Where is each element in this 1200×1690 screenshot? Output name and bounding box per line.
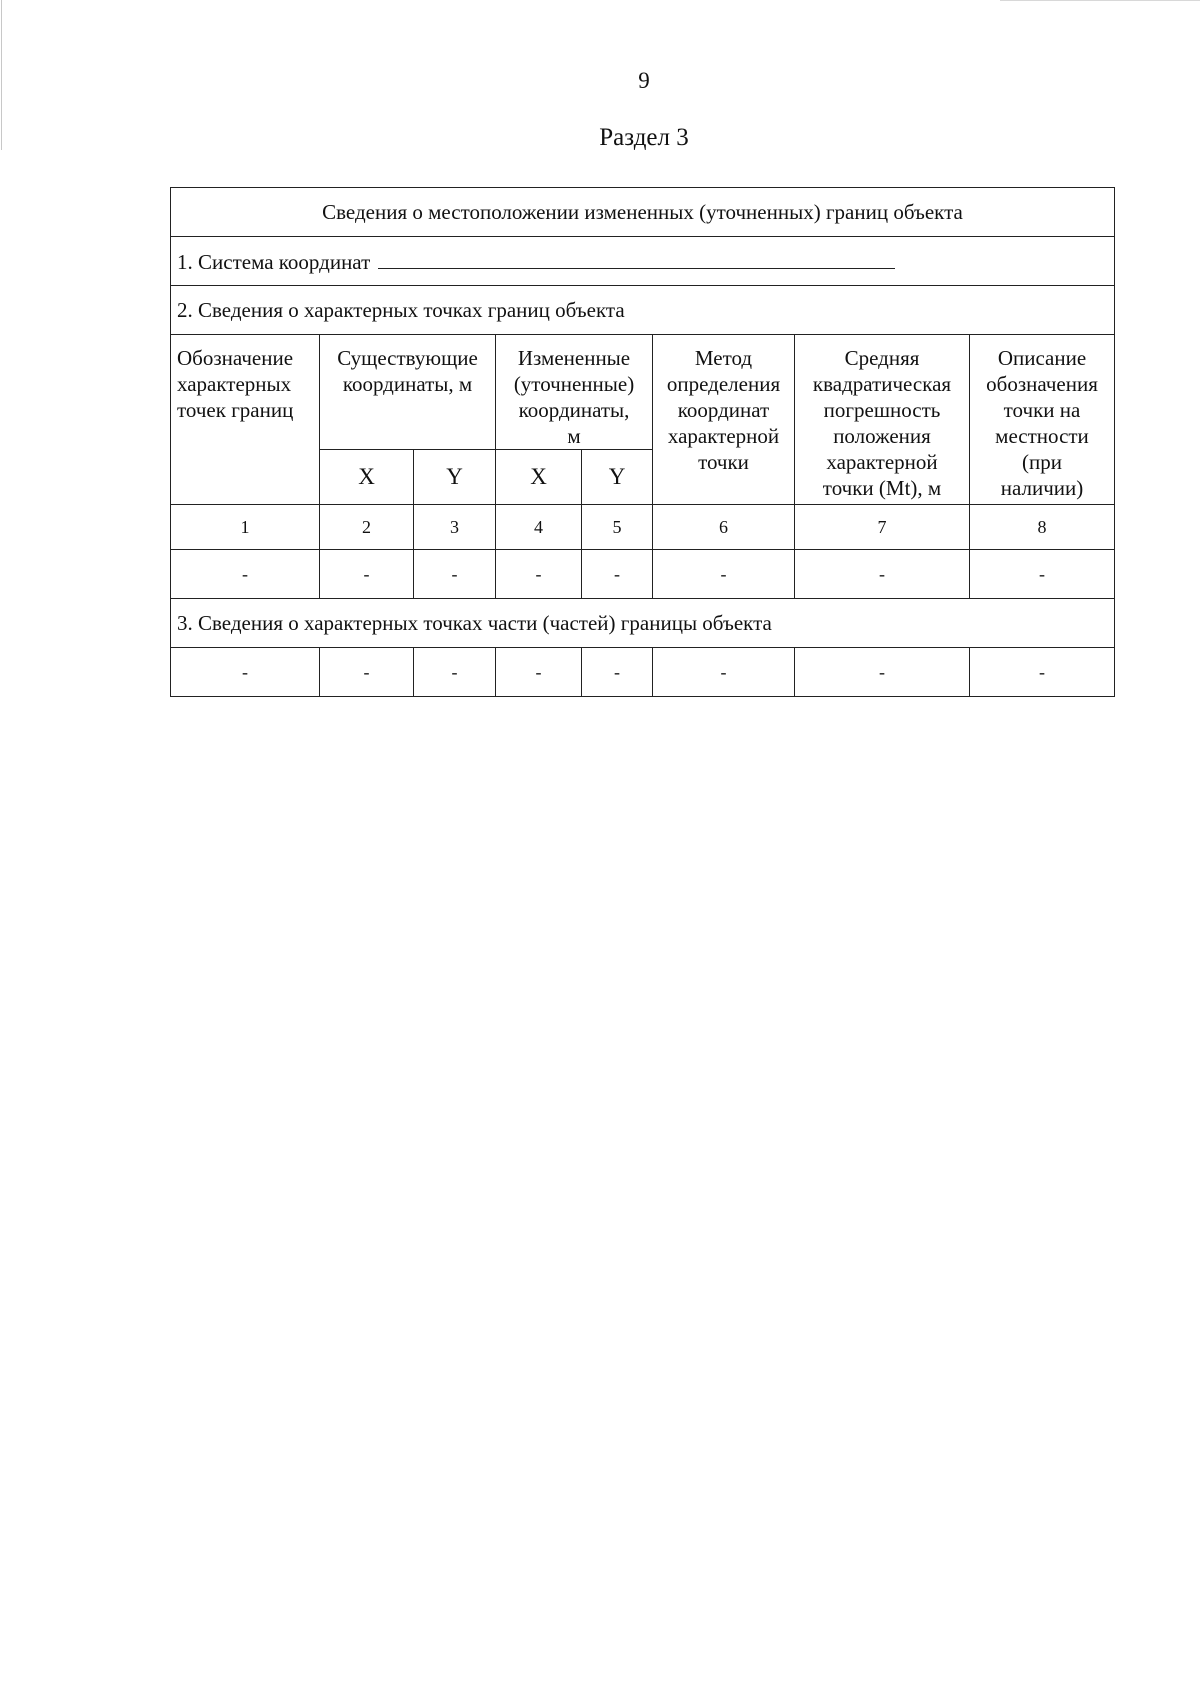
header-changed-x: X xyxy=(496,450,582,505)
table-cell: - xyxy=(795,550,970,599)
column-number: 8 xyxy=(970,505,1115,550)
table-cell: - xyxy=(970,550,1115,599)
table-cell: - xyxy=(970,648,1115,697)
column-number: 6 xyxy=(653,505,795,550)
header-existing-x: X xyxy=(320,450,414,505)
table-cell: - xyxy=(653,648,795,697)
header-existing-y: Y xyxy=(414,450,496,505)
table-cell: - xyxy=(414,550,496,599)
table-cell: - xyxy=(496,550,582,599)
table-cell: - xyxy=(582,550,653,599)
header-existing-coords: Существующие координаты, м xyxy=(320,335,496,450)
section2-data-row xyxy=(171,550,1115,599)
column-number: 3 xyxy=(414,505,496,550)
table-cell: - xyxy=(795,648,970,697)
header-description: Описание обозначения точки на местности (при наличии) xyxy=(970,335,1115,505)
header-method: Метод определения координат характерной точки xyxy=(653,335,795,505)
section3-label: 3. Сведения о характерных точках части (частей) границы объекта xyxy=(171,599,1115,648)
table-cell: - xyxy=(496,648,582,697)
header-accuracy: Средняя квадратическая погрешность положения характерной точки (Mt), м xyxy=(795,335,970,505)
table-cell: - xyxy=(653,550,795,599)
page-number: 9 xyxy=(638,68,650,93)
column-number: 5 xyxy=(582,505,653,550)
coordinate-system-blank xyxy=(378,248,895,269)
coordinate-system-row xyxy=(171,237,1115,286)
column-number: 1 xyxy=(171,505,320,550)
table-cell: - xyxy=(171,550,320,599)
scan-edge-top xyxy=(1000,0,1200,1)
column-number: 4 xyxy=(496,505,582,550)
column-numbers-row xyxy=(171,505,1115,550)
table-cell: - xyxy=(582,648,653,697)
section-title: Раздел 3 xyxy=(599,124,689,151)
column-number: 7 xyxy=(795,505,970,550)
header-point-designation: Обозначение характерных точек границ xyxy=(171,335,320,505)
table-title: Сведения о местоположении измененных (уточненных) границ объекта xyxy=(171,188,1115,237)
table-cell: - xyxy=(171,648,320,697)
column-number: 2 xyxy=(320,505,414,550)
coordinate-system-label: 1. Система координат xyxy=(177,249,371,274)
section2-label: 2. Сведения о характерных точках границ объекта xyxy=(171,286,1115,335)
header-changed-coords: Измененные (уточненные) координаты, м xyxy=(496,335,653,450)
boundary-table xyxy=(170,187,1115,697)
table-cell: - xyxy=(414,648,496,697)
table-cell: - xyxy=(320,648,414,697)
header-changed-y: Y xyxy=(582,450,653,505)
table-cell: - xyxy=(320,550,414,599)
section3-data-row xyxy=(171,648,1115,697)
